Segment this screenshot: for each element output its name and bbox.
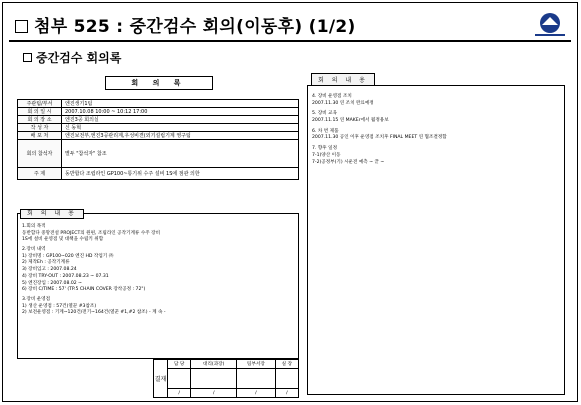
content-line: 2.장비 내역 bbox=[22, 247, 46, 253]
content-line: 1) 생산 운영점 : 57건(열꾼 #3참조) bbox=[22, 303, 97, 309]
slide bbox=[2, 2, 578, 402]
minutes-heading: 회 의 록 bbox=[105, 76, 213, 90]
row-key: 회의 참석자 bbox=[18, 140, 62, 168]
content-panel-right bbox=[305, 71, 567, 396]
signature-cell[interactable] bbox=[191, 369, 237, 389]
content-line: 5. 장비 교육 bbox=[312, 111, 338, 117]
content-line: 4) 장비 TRY-OUT : 2007.08.23 ~ 07.31 bbox=[22, 273, 109, 279]
checkbox-icon bbox=[15, 20, 28, 33]
row-value: 엔진보전부,엔진3공관리계,우성비젼(외기설립기계 영구팀 bbox=[62, 132, 299, 140]
content-line: 2007.11.30 연 조치 완료예정 bbox=[312, 100, 374, 106]
date-cell: / bbox=[191, 389, 237, 398]
approval-header: 팀부서장 bbox=[237, 360, 276, 369]
table-row bbox=[154, 369, 299, 389]
content-line: 2007.11.15 연 MAKEr에서 월정용보 bbox=[312, 118, 389, 124]
date-cell: / bbox=[275, 389, 298, 398]
content-line: 6. 차 번 제품 bbox=[312, 128, 339, 134]
table-row bbox=[18, 100, 299, 108]
table-row bbox=[18, 168, 299, 180]
content-line: 1.회의 목적 bbox=[22, 224, 46, 229]
content-box-right bbox=[307, 85, 565, 395]
row-key: 배 포 처 bbox=[18, 132, 62, 140]
table-row bbox=[18, 132, 299, 140]
content-line: 4. 장비 운영점 조치 bbox=[312, 94, 352, 99]
content-tag-right: 회 의 내 용 bbox=[311, 73, 375, 86]
content-line: 3.장비 운영점 bbox=[22, 296, 51, 302]
table-row bbox=[18, 140, 299, 168]
table-row bbox=[154, 389, 299, 398]
content-line: 동반합다 중망전설 PROJECT의 원편, 조립라인 공작기계류 수주 장비 bbox=[22, 230, 161, 236]
approval-header: 실 장 bbox=[275, 360, 298, 369]
content-line: 7-2)공정부(기) 시운전 예측 ~ 끝 ~ bbox=[312, 159, 385, 165]
content-line: 2) 제작Eh : 공작기계류 bbox=[22, 260, 70, 266]
checkbox-icon bbox=[23, 53, 32, 62]
row-key: 작 성 자 bbox=[18, 124, 62, 132]
page-title: 첨부 525 : 중간검수 회의(이동후) (1/2) bbox=[15, 12, 356, 37]
table-row bbox=[18, 108, 299, 116]
table-row bbox=[154, 360, 299, 369]
table-row bbox=[18, 124, 299, 132]
table-row bbox=[18, 116, 299, 124]
date-cell: / bbox=[168, 389, 191, 398]
content-line: 1S에 설비 운영점 및 대책을 수립키 위함 bbox=[22, 237, 104, 243]
signature-cell[interactable] bbox=[237, 369, 276, 389]
row-key: 회 의 장 소 bbox=[18, 116, 62, 124]
content-line: 2) 보전운영점 : 기계~120건/전기~164건(열꾼 #1,#2 참조) - 계 속 - bbox=[22, 310, 166, 316]
content-line: 7-1)양산 이동 bbox=[312, 152, 341, 158]
content-line: 6) 장비 C/TIME : 57' (TP.5 CHAIN COVER 장착공정 : 72") bbox=[22, 287, 146, 293]
minutes-content bbox=[17, 210, 299, 359]
row-value: 엔진3공 회의실 bbox=[62, 116, 299, 124]
row-value: 신 동혁 bbox=[62, 124, 299, 132]
section-subtitle: 중간검수 회의록 bbox=[23, 49, 121, 66]
content-tag: 회 의 내 용 bbox=[20, 209, 84, 219]
date-cell: / bbox=[237, 389, 276, 398]
row-key: 회 의 일 시 bbox=[18, 108, 62, 116]
row-key: 주관팀/부서 bbox=[18, 100, 62, 108]
row-value: 별두 "참석자" 참조 bbox=[62, 140, 299, 168]
approval-table bbox=[153, 359, 299, 398]
approval-header: 담 당 bbox=[168, 360, 191, 369]
minutes-info-table bbox=[17, 99, 299, 180]
row-value: 엔진생기1팀 bbox=[62, 100, 299, 108]
content-line: 3) 장비입고 : 2007.08.24 bbox=[22, 267, 77, 273]
signature-cell[interactable] bbox=[275, 369, 298, 389]
content-line: 5) 엔진장입 : 2007.08.02 ~ bbox=[22, 280, 83, 286]
title-rule bbox=[9, 40, 571, 42]
content-line: 2007.11.30 공인 이후 운영점 조치후 FINAL MEET 연 협조결정함 bbox=[312, 135, 447, 141]
row-key: 주 제 bbox=[18, 168, 62, 180]
approval-header: 대리(과장) bbox=[191, 360, 237, 369]
company-logo-icon bbox=[531, 9, 569, 41]
row-value: 2007.10.08 10:00 ~ 10:12 17:00 bbox=[62, 108, 299, 116]
minutes-panel bbox=[15, 71, 301, 396]
approval-label: 결재 bbox=[154, 360, 168, 398]
signature-cell[interactable] bbox=[168, 369, 191, 389]
row-value: 동반합다 조립라인 GP100~통기위 수주 설비 1S에 점관 의한 bbox=[62, 168, 299, 180]
content-line: 1) 장비명 : GP100~020 엔진 HD 작업기 ㈜ bbox=[22, 253, 114, 259]
content-line: 7. 향후 일정 bbox=[312, 146, 338, 152]
